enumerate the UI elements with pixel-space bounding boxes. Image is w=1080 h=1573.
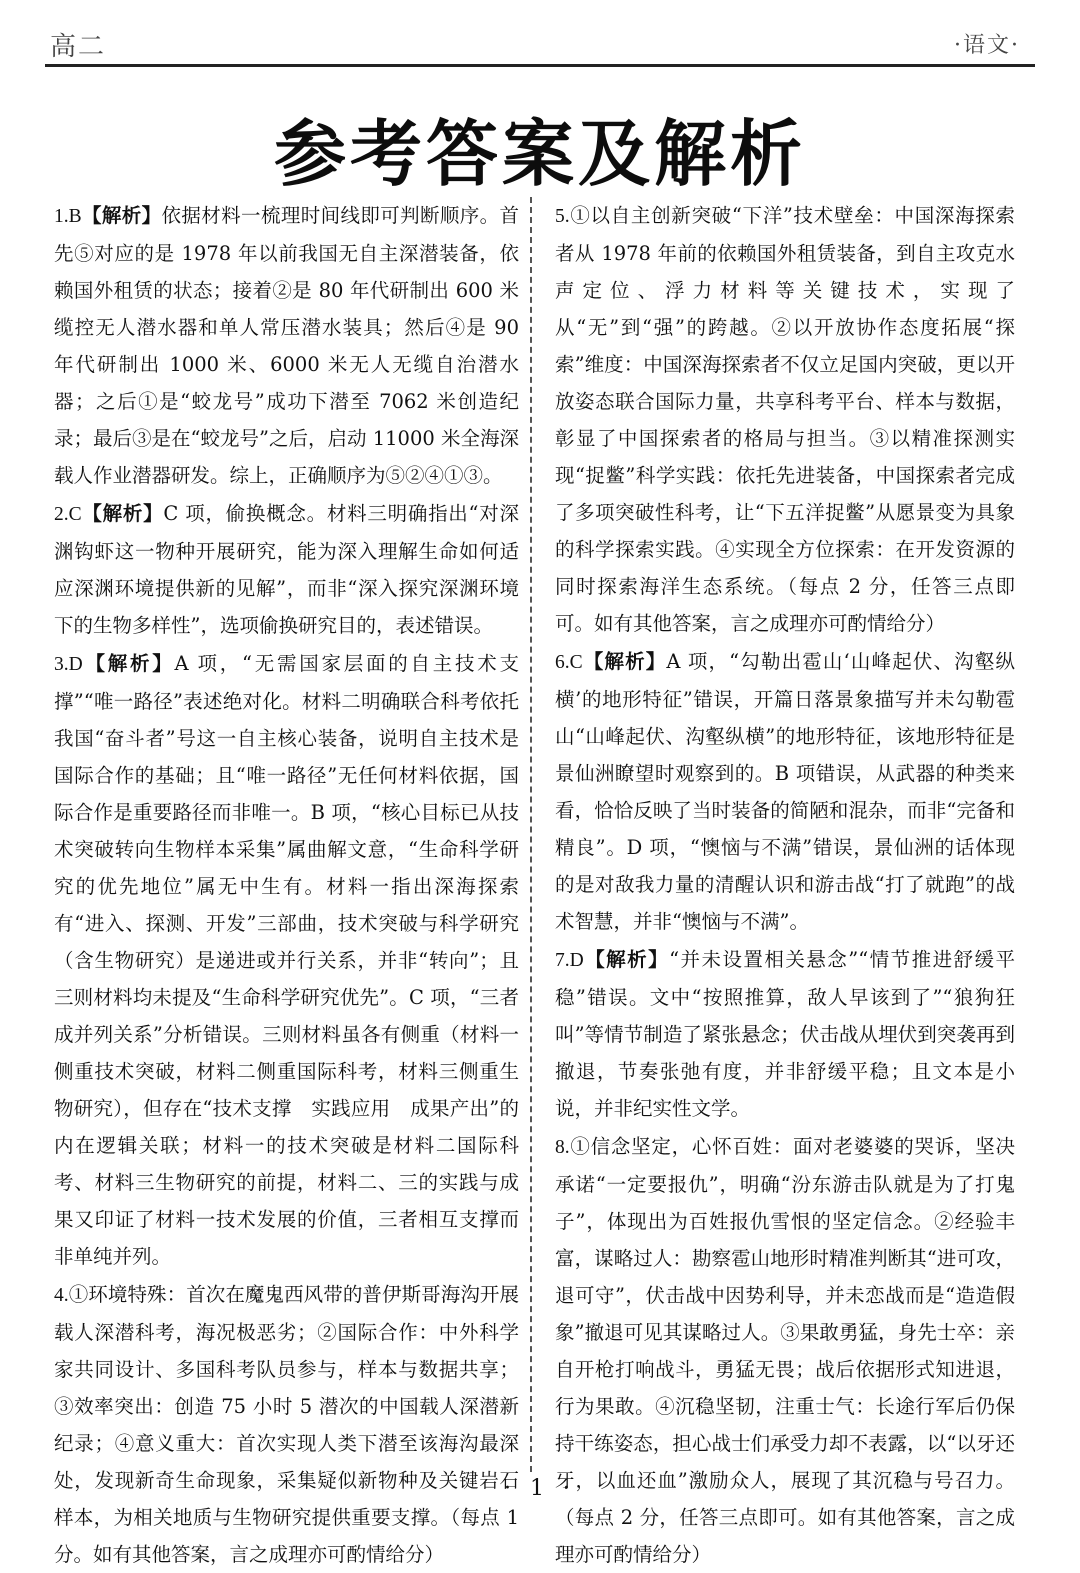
- item-number: 4.: [54, 1285, 69, 1306]
- answer-item: [555, 643, 1015, 940]
- analysis-tag: 【解析】: [583, 948, 670, 971]
- item-text: A 项，“无需国家层面的自主技术支撑”“唯一路径”表述绝对化。材料二明确联合科考依托我国“奋斗者”号这一自主核心装备，说明自主技术是国际合作的基础；且“唯一路径”无任何材料依据，国际合作是重要路径而非唯一。B 项，“核心目标已从技术突破转向生物样本采集”属曲解文意，“生命科学研究的优先地位”属无中生有。材料一指出深海探索有“进入、探测、开发”三部曲，技术突破与科学研究（含生物研究）是递进或并行关系，并非“转向”；且三则材料均未提及“生命科学研究优先”。C 项，“三者成并列关系”分析错误。三则材料虽各有侧重（材料一侧重技术突破，材料二侧重国际科考，材料三侧重生物研究），但存在“技术支撑 实践应用 成果产出”的内在逻辑关联；材料一的技术突破是材料二国际科考、材料三生物研究的前提，材料二、三的实践与成果又印证了材料一技术发展的价值，三者相互支撑而非单纯并列。: [54, 652, 519, 1268]
- item-number: 6.C: [555, 652, 583, 673]
- item-text: ①以自主创新突破“下洋”技术壁垒：中国深海探索者从 1978 年前的依赖国外租赁装备，到自主攻克水声定位、浮力材料等关键技术，实现了从“无”到“强”的跨越。②以开放协作态度拓展“探索”维度：中国深海探索者不仅立足国内突破，更以开放姿态联合国际力量，共享科考平台、样本与数据，彰显了中国探索者的格局与担当。③以精准探测实现“捉鳖”科学实践：依托先进装备，中国探索者完成了多项突破性科考，让“下五洋捉鳖”从愿景变为具象的科学探索实践。④实现全方位探索：在开发资源的同时探索海洋生态系统。（每点 2 分，任答三点即可。如有其他答案，言之成理亦可酌情给分）: [555, 204, 1015, 635]
- answer-item: [555, 1128, 1015, 1573]
- answer-item: [54, 645, 519, 1275]
- page-header: [0, 0, 1080, 70]
- analysis-tag: 【解析】: [82, 652, 175, 675]
- page-number: · 1 ·: [504, 1476, 576, 1501]
- answer-item: [555, 197, 1015, 642]
- item-text: A 项，“勾勒出雹山‘山峰起伏、沟壑纵横’的地形特征”错误，开篇日落景象描写并未勾勒雹山“山峰起伏、沟壑纵横”的地形特征，该地形特征是景仙洲瞭望时观察到的。B 项错误，从武器的种类来看，恰恰反映了当时装备的简陋和混杂，而非“完备和精良”。D 项，“懊恼与不满”错误，景仙洲的话体现的是对敌我力量的清醒认识和游击战“打了就跑”的战术智慧，并非“懊恼与不满”。: [555, 650, 1015, 933]
- subject-label: ·语文·: [954, 33, 1020, 58]
- item-number: 7.D: [555, 950, 584, 971]
- analysis-tag: 【解析】: [582, 650, 667, 673]
- item-text: “并未设置相关悬念”“情节推进舒缓平稳”错误。文中“按照推算，敌人早该到了”“狼狗狂叫”等情节制造了紧张悬念；伏击战从埋伏到突袭再到撤退，节奏张弛有度，并非舒缓平稳；且文本是小说，并非纪实性文学。: [555, 948, 1015, 1120]
- right-column: [555, 197, 1015, 1573]
- item-number: 3.D: [54, 654, 83, 675]
- answer-item: [54, 197, 519, 494]
- left-column: [54, 197, 519, 1573]
- answer-item: [54, 495, 519, 644]
- analysis-tag: 【解析】: [81, 502, 164, 525]
- item-number: 5.: [555, 206, 570, 227]
- item-number: 1.B: [54, 206, 82, 227]
- answer-item: [555, 941, 1015, 1127]
- analysis-tag: 【解析】: [81, 204, 162, 227]
- item-text: ①环境特殊：首次在魔鬼西风带的普伊斯哥海沟开展载人深潜科考，海况极恶劣；②国际合作：中外科学家共同设计、多国科考队员参与，样本与数据共享；③效率突出：创造 75 小时 5 潜次的中国载人深潜新纪录；④意义重大：首次实现人类下潜至该海沟最深处，发现新奇生命现象，采集疑似新物种及关键岩石样本，为相关地质与生物研究提供重要支撑。（每点 1 分。如有其他答案，言之成理亦可酌情给分）: [54, 1283, 519, 1566]
- page-title: 参考答案及解析: [273, 112, 806, 196]
- item-number: 8.: [555, 1137, 570, 1158]
- item-number: 2.C: [54, 504, 82, 525]
- item-text: 依据材料一梳理时间线即可判断顺序。首先⑤对应的是 1978 年以前我国无自主深潜装备，依赖国外租赁的状态；接着②是 80 年代研制出 600 米缆控无人潜水器和单人常压潜水装具；然后④是 90 年代研制出 1000 米、6000 米无人无缆自治潜水器；之后①是“蛟龙号”成功下潜至 7062 米创造纪录；最后③是在“蛟龙号”之后，启动 11000 米全海深载人作业潜器研发。综上，正确顺序为⑤②④①③。: [54, 204, 519, 487]
- header-rule: [45, 64, 1035, 67]
- grade-label: 高二: [50, 32, 107, 62]
- answer-item: [54, 1276, 519, 1573]
- item-text: C 项，偷换概念。材料三明确指出“对深渊钩虾这一物种开展研究，能为深入理解生命如何适应深渊环境提供新的见解”，而非“深入探究深渊环境下的生物多样性”，选项偷换研究目的，表述错误。: [54, 502, 519, 637]
- column-divider: [530, 197, 532, 1472]
- item-text: ①信念坚定，心怀百姓：面对老婆婆的哭诉，坚决承诺“一定要报仇”，明确“汾东游击队就是为了打鬼子”，体现出为百姓报仇雪恨的坚定信念。②经验丰富，谋略过人：勘察雹山地形时精准判断其“进可攻，退可守”，伏击战中因势利导，并未恋战而是“造造假象”撤退可见其谋略过人。③果敢勇猛，身先士卒：亲自开枪打响战斗，勇猛无畏；战后依据形式知进退，行为果敢。④沉稳坚韧，注重士气：长途行军后仍保持干练姿态，担心战士们承受力却不表露，以“以牙还牙，以血还血”激励众人，展现了其沉稳与号召力。（每点 2 分，任答三点即可。如有其他答案，言之成理亦可酌情给分）: [555, 1135, 1015, 1566]
